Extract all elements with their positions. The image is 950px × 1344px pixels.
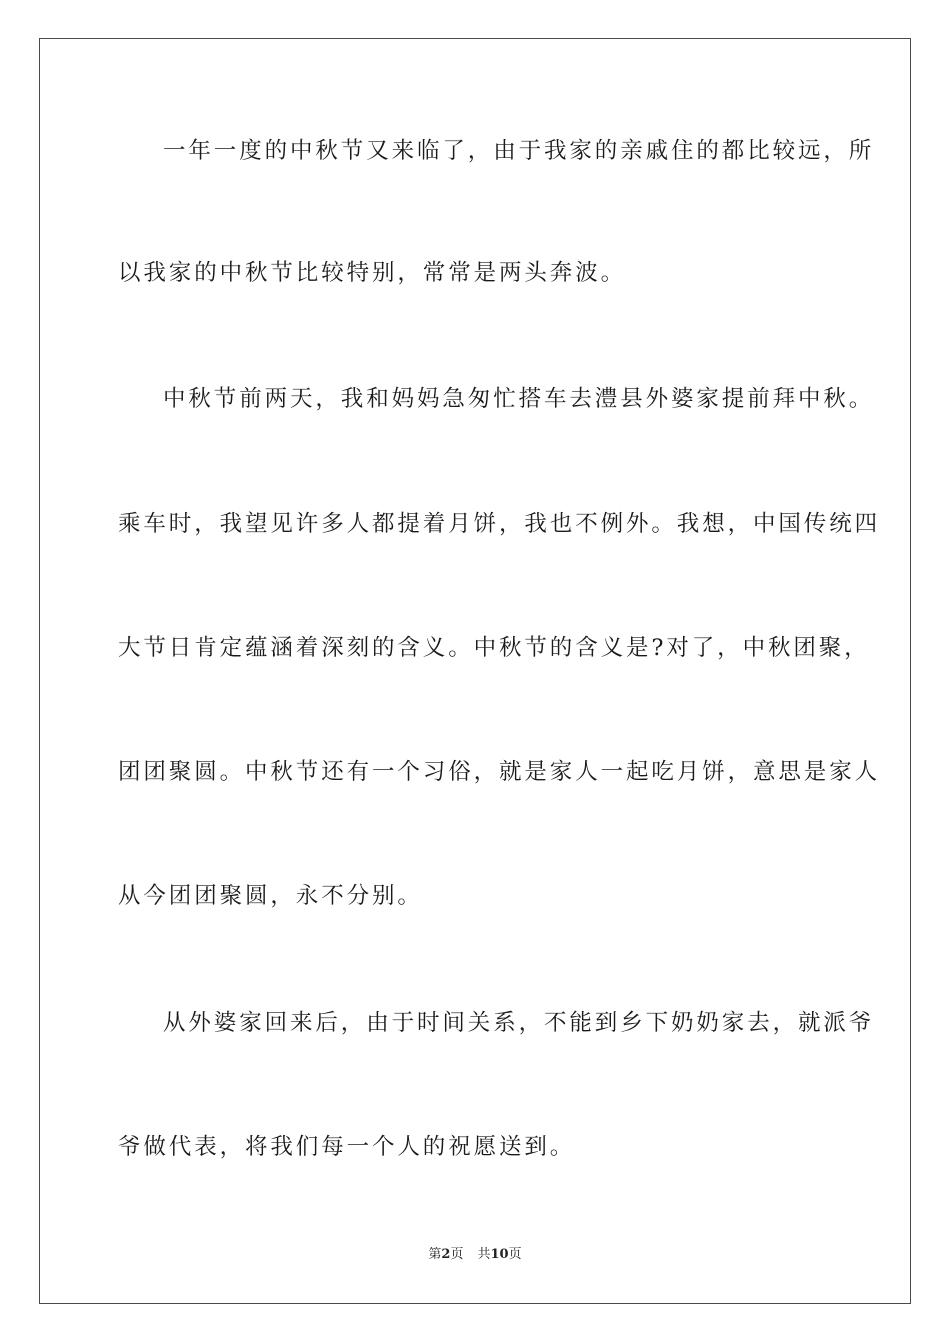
paragraph-3-line-2: 爷做代表，将我们每一个人的祝愿送到。: [118, 1134, 576, 1160]
total-prefix: 共: [477, 1247, 491, 1262]
total-suffix: 页: [508, 1247, 522, 1262]
page-footer: [0, 1246, 950, 1264]
paragraph-2-line-2: 乘车时，我望见许多人都提着月饼，我也不例外。我想，中国传统四: [118, 511, 881, 537]
page-border: [39, 38, 911, 1304]
page-suffix: 页: [450, 1247, 464, 1262]
paragraph-1-line-1: 一年一度的中秋节又来临了，由于我家的亲戚住的都比较远，所: [163, 138, 875, 164]
paragraph-2-line-1: 中秋节前两天，我和妈妈急匆忙搭车去澧县外婆家提前拜中秋。: [163, 386, 875, 412]
paragraph-2-line-4: 团团聚圆。中秋节还有一个习俗，就是家人一起吃月饼，意思是家人: [118, 759, 881, 785]
page-number: 2: [441, 1247, 451, 1262]
paragraph-2-line-3: 大节日肯定蕴涵着深刻的含义。中秋节的含义是?对了，中秋团聚，: [118, 635, 870, 661]
paragraph-2-line-5: 从今团团聚圆，永不分别。: [118, 883, 423, 909]
page-prefix: 第: [428, 1247, 442, 1262]
total-pages: 10: [490, 1247, 509, 1262]
paragraph-1-line-2: 以我家的中秋节比较特别，常常是两头奔波。: [118, 260, 627, 286]
paragraph-3-line-1: 从外婆家回来后，由于时间关系，不能到乡下奶奶家去，就派爷: [163, 1010, 875, 1036]
